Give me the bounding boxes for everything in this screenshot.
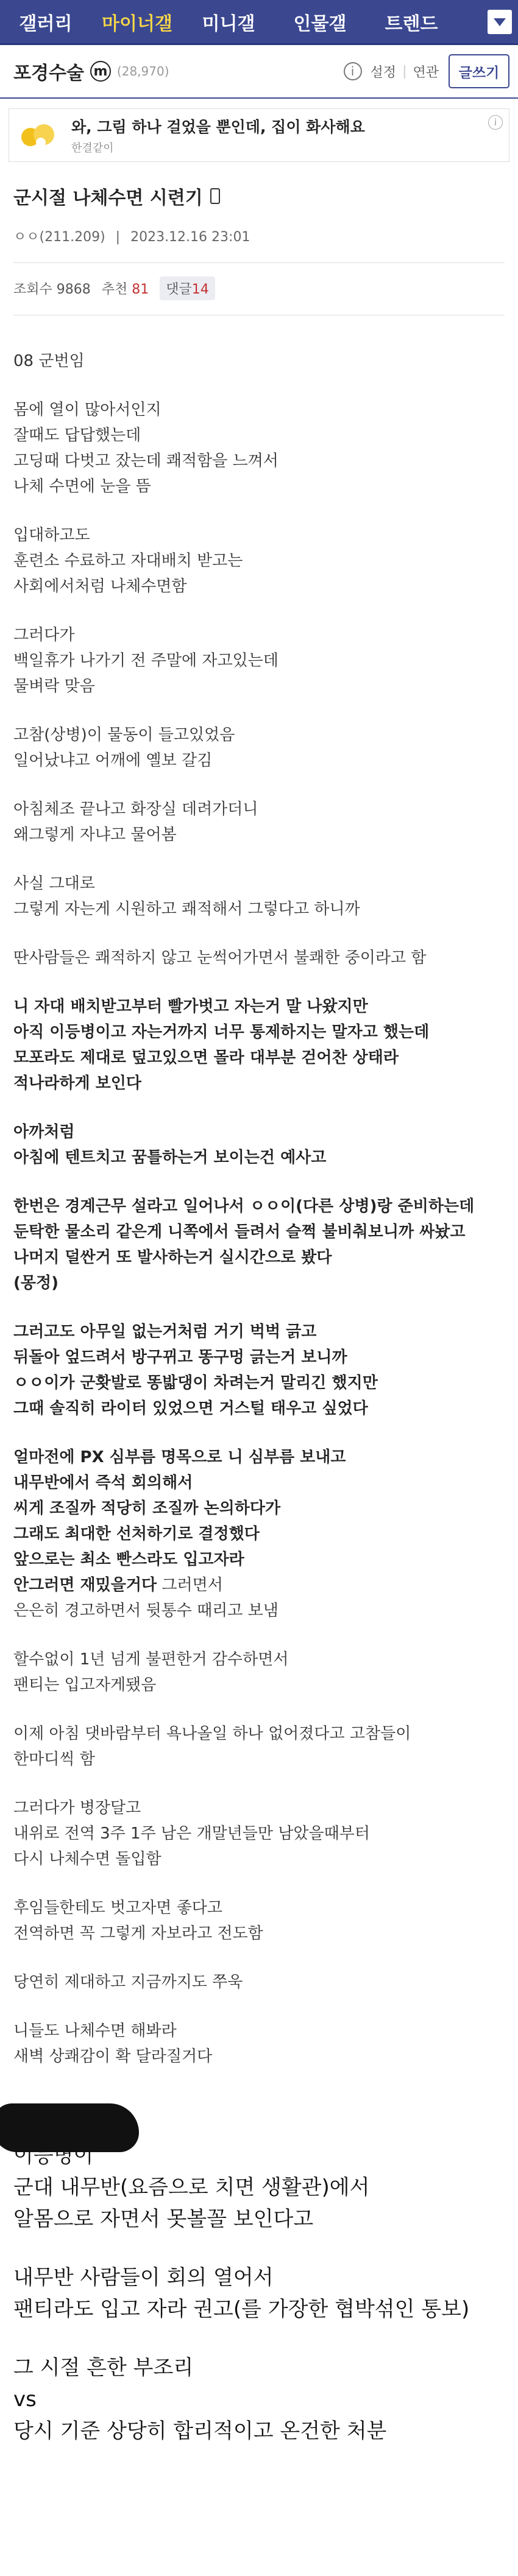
image-text-line: 팬티라도 입고 자라 권고(를 가장한 협박섞인 통보) <box>13 2297 470 2321</box>
related-link[interactable]: 연관 <box>413 65 439 80</box>
text-line: 모포라도 제대로 덮고있으면 몰라 대부분 걷어찬 상태라 <box>13 1049 399 1067</box>
text-line: 고참(상병)이 물동이 들고있었음 <box>13 726 235 744</box>
text-line: 아침에 텐트치고 꿈틀하는거 보이는건 예사고 <box>13 1149 327 1167</box>
paragraph-mixed <box>13 1445 505 1624</box>
embedded-image <box>0 2112 518 2447</box>
text-line: 백일휴가 나가기 전 주말에 자고있는데 <box>13 652 279 670</box>
paragraph <box>13 1895 505 1946</box>
text-line: 왜그렇게 자냐고 물어봄 <box>13 826 177 844</box>
text-line: 둔탁한 물소리 같은게 니쪽에서 들려서 슬쩍 불비춰보니까 싸놨고 <box>13 1223 466 1241</box>
paragraph <box>13 945 505 971</box>
image-text-line: 알몸으로 자면서 못볼꼴 보인다고 <box>13 2207 314 2231</box>
text-line: 적나라하게 보인다 <box>13 1074 141 1093</box>
paragraph <box>13 622 505 699</box>
text-line: 씨게 조질까 적당히 조질까 논의하다가 <box>13 1499 281 1518</box>
text-line: 한번은 경계근무 설라고 일어나서 ㅇㅇ이(다른 상병)랑 준비하는데 <box>13 1197 475 1216</box>
paragraph <box>13 523 505 599</box>
text-line: 그렇게 자는게 시원하고 쾌적해서 그렇다고 하니까 <box>13 900 360 918</box>
paragraph-bold <box>13 1194 505 1296</box>
image-paragraph <box>13 2352 505 2447</box>
image-text-line: 내무반 사람들이 회의 열어서 <box>13 2265 274 2290</box>
bold-span: 안그러면 재밌을거다 <box>13 1576 157 1594</box>
header-separator: | <box>402 63 407 79</box>
paragraph <box>13 397 505 499</box>
minor-badge-icon: m <box>90 61 111 82</box>
text-line: 잘때도 답답했는데 <box>13 426 141 445</box>
text-line: 한마디씩 함 <box>13 1750 95 1768</box>
text-line: 내위로 전역 3주 1주 남은 개말년들만 남았을때부터 <box>13 1825 370 1843</box>
paragraph-bold <box>13 994 505 1096</box>
text-line: 일어났냐고 어깨에 옐보 갈김 <box>13 751 213 770</box>
paragraph <box>13 871 505 922</box>
text-line: 할수없이 1년 넘게 불편한거 감수하면서 <box>13 1650 289 1669</box>
text-line: 그러고도 아무일 없는거처럼 거기 벅벅 긁고 <box>13 1323 317 1341</box>
image-paragraph <box>13 2262 505 2325</box>
image-text-line: 이등병이 <box>13 2144 94 2168</box>
ad-text <box>71 115 365 155</box>
text-line: (몽정) <box>13 1274 59 1292</box>
paragraph <box>13 2018 505 2069</box>
post-date: 2023.12.16 23:01 <box>130 230 250 245</box>
ad-banner[interactable] <box>9 108 509 162</box>
text-line: 그때 솔직히 라이터 있었으면 거스털 태우고 싶었다 <box>13 1399 368 1418</box>
text-line: 사회에서처럼 나체수면함 <box>13 577 187 596</box>
text-line: 물벼락 맞음 <box>13 677 95 695</box>
post-meta <box>13 227 505 245</box>
chevron-down-icon[interactable] <box>488 10 512 34</box>
paragraph <box>13 348 505 374</box>
recommend-stat: 추천 81 <box>101 282 149 297</box>
paragraph <box>13 1795 505 1872</box>
ad-info-icon[interactable]: i <box>488 115 503 130</box>
image-text-line: 당시 기준 상당히 합리적이고 온건한 처분 <box>13 2419 387 2443</box>
text-line: 아까처럼 <box>13 1123 75 1141</box>
text-line <box>13 1572 505 1598</box>
paragraph-bold <box>13 1119 505 1170</box>
text-line: 얼마전에 PX 심부름 명목으로 니 심부름 보내고 <box>13 1448 346 1466</box>
paragraph <box>13 1721 505 1772</box>
paragraph <box>13 797 505 848</box>
post-header <box>0 162 518 245</box>
top-nav <box>0 0 518 45</box>
post-title <box>13 183 505 209</box>
text-line: 후임들한테도 벗고자면 좋다고 <box>13 1899 223 1917</box>
text-line: 은은히 경고하면서 뒷통수 때리고 보냄 <box>13 1602 279 1620</box>
text-line: 딴사람들은 쾌적하지 않고 눈썩어가면서 불쾌한 중이라고 함 <box>13 949 427 967</box>
text-line: 뒤돌아 엎드려서 방구뀌고 똥구멍 긁는거 보니까 <box>13 1348 347 1367</box>
text-line: 그래도 최대한 선처하기로 결정했다 <box>13 1525 260 1543</box>
settings-link[interactable]: 설정 <box>370 65 397 80</box>
text-line: 아침체조 끝나고 화장실 데려가더니 <box>13 800 258 818</box>
text-line: 팬티는 입고자게됐음 <box>13 1676 157 1694</box>
text-line: 새벽 상쾌감이 확 달라질거다 <box>13 2047 213 2066</box>
post-stats <box>0 263 518 300</box>
image-text-line: vs <box>13 2387 37 2412</box>
info-icon[interactable]: i <box>344 62 362 80</box>
reply-count-badge[interactable]: 댓글14 <box>160 276 215 300</box>
tab-mini-gallery[interactable]: 미니갤 <box>202 13 255 35</box>
text-line: 니 자대 배치받고부터 빨가벗고 자는거 말 나왔지만 <box>13 998 368 1016</box>
text-line: 니들도 나체수면 해봐라 <box>13 2022 177 2040</box>
text-line: 나체 수면에 눈을 뜸 <box>13 477 151 496</box>
text-line: 당연히 제대하고 지금까지도 쭈욱 <box>13 1973 243 1991</box>
image-text-line: 군대 내무반(요즘으로 치면 생활관)에서 <box>13 2175 370 2200</box>
text-line: 앞으로는 최소 빤스라도 입고자라 <box>13 1550 244 1569</box>
post-body <box>0 315 518 2069</box>
ad-title: 와, 그림 하나 걸었을 뿐인데, 집이 화사해요 <box>71 118 365 136</box>
paragraph <box>13 722 505 773</box>
mobile-icon <box>210 188 220 204</box>
ad-sponsor: 한결같이 <box>71 142 114 155</box>
text-line: 다시 나체수면 돌입함 <box>13 1850 161 1868</box>
post-author[interactable]: ㅇㅇ(211.209) <box>13 230 105 245</box>
text-line: 입대하고도 <box>13 526 90 544</box>
gallery-count: (28,970) <box>116 64 169 79</box>
tab-trend[interactable]: 트렌드 <box>385 13 438 35</box>
text-line: ㅇㅇ이가 군홧발로 똥밟댕이 차려는거 말리긴 했지만 <box>13 1374 378 1392</box>
image-text-line: 그 시절 흔한 부조리 <box>13 2356 194 2380</box>
ad-logo-icon <box>19 116 58 155</box>
text-line: 내무반에서 즉석 회의해서 <box>13 1474 193 1492</box>
plain-span: 그러면서 <box>157 1576 223 1594</box>
meta-separator: | <box>115 230 121 245</box>
tab-gallery[interactable]: 갤러리 <box>19 13 73 35</box>
text-line: 이제 아침 댓바람부터 욕나올일 하나 없어졌다고 고참들이 <box>13 1725 411 1743</box>
text-line: 고딩때 다벗고 잤는데 쾌적함을 느껴서 <box>13 452 279 470</box>
text-line: 그러다가 병장달고 <box>13 1799 141 1817</box>
text-line: 사실 그대로 <box>13 875 95 893</box>
text-line: 08 군번임 <box>13 352 85 370</box>
text-line: 전역하면 꼭 그렇게 자보라고 전도함 <box>13 1924 263 1943</box>
tab-minor-gallery[interactable]: 마이너갤 <box>102 13 172 35</box>
post-title-text: 군시절 나체수면 시련기 <box>13 188 203 209</box>
text-line: 나머지 덜싼거 또 발사하는거 실시간으로 봤다 <box>13 1248 332 1267</box>
gallery-header <box>0 45 518 99</box>
tab-person-gallery[interactable]: 인물갤 <box>293 13 347 35</box>
text-line: 몸에 열이 많아서인지 <box>13 401 161 419</box>
text-line: 그러다가 <box>13 626 75 644</box>
text-line: 아직 이등병이고 자는거까지 너무 통제하지는 말자고 했는데 <box>13 1023 430 1041</box>
paragraph-bold <box>13 1319 505 1421</box>
paragraph <box>13 1969 505 1995</box>
text-line: 훈련소 수료하고 자대배치 받고는 <box>13 552 243 570</box>
paragraph <box>13 1647 505 1698</box>
write-button[interactable]: 글쓰기 <box>449 54 509 88</box>
views-stat: 조회수 9868 <box>13 282 91 297</box>
gallery-name[interactable]: 포경수술 <box>13 63 84 84</box>
